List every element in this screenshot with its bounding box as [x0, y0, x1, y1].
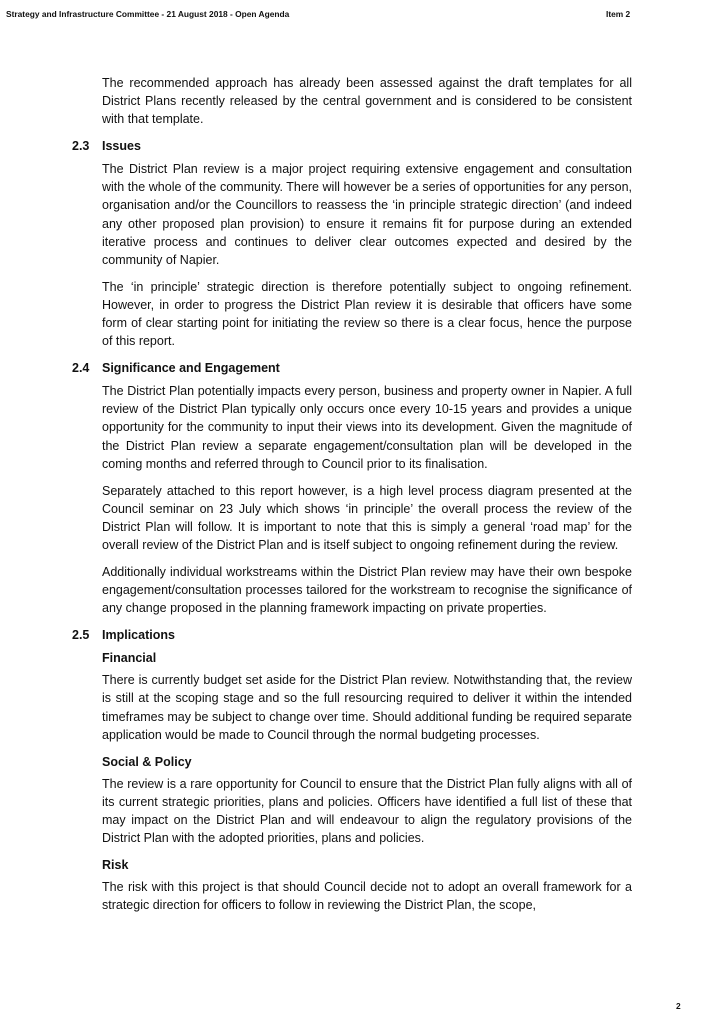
document-body	[72, 74, 632, 923]
financial-paragraph: There is currently budget set aside for the District Plan review. Notwithstanding that, the review is still at the scoping stage and so the full resourcing required to deliver it within the intended timeframes may be subject to change over time. Should additional funding be required separate application would be made to Council through the normal budgeting processes.	[102, 673, 632, 742]
section-number: 2.4	[72, 361, 90, 376]
intro-paragraph: The recommended approach has already been assessed against the draft templates for all District Plans recently released by the central government and is considered to be consistent with that template.	[102, 76, 632, 127]
section-heading-engagement	[72, 359, 632, 377]
header-item-label: Item 2	[606, 9, 631, 19]
section-title: Significance and Engagement	[102, 361, 280, 376]
header-meeting-title: Strategy and Infrastructure Committee - 21 August 2018 - Open Agenda	[6, 9, 290, 19]
risk-paragraph: The risk with this project is that should Council decide not to adopt an overall framework for a strategic direction for officers to follow in reviewing the District Plan, the scope,	[102, 880, 632, 913]
page-number: 2	[676, 1001, 681, 1011]
page-header	[0, 0, 703, 24]
section-title: Implications	[102, 628, 175, 643]
engagement-paragraph-1: The District Plan potentially impacts every person, business and property owner in Napier. A full review of the District Plan typically only occurs once every 10-15 years and provides a unique opportunity for the community to input their views into its development. Given the magnitude of the District Plan review a separate engagement/consultation plan will be developed in the coming months and referred through to Council prior to its finalisation.	[102, 384, 632, 471]
subheading-risk: Risk	[102, 858, 129, 873]
section-heading-implications	[72, 626, 632, 644]
section-title: Issues	[102, 139, 141, 154]
engagement-paragraph-3: Additionally individual workstreams within the District Plan review may have their own bespoke engagement/consultation processes tailored for the workstream to recognise the significance of any change proposed in the planning framework impacting on private properties.	[102, 565, 632, 616]
section-heading-issues	[72, 137, 632, 155]
engagement-paragraph-2: Separately attached to this report however, is a high level process diagram presented at the Council seminar on 23 July which shows ‘in principle’ the overall process the review of the District Plan will follow. It is important to note that this is simply a general ‘road map’ for the overall review of the District Plan and is itself subject to ongoing refinement during the review.	[102, 483, 632, 552]
section-number: 2.5	[72, 628, 90, 643]
issues-paragraph-2: The ‘in principle’ strategic direction is therefore potentially subject to ongoing refinement. However, in order to progress the District Plan review it is desirable that officers have some form of clear starting point for initiating the review so there is a clear focus, hence the purpose of this report.	[102, 279, 632, 349]
social-policy-paragraph: The review is a rare opportunity for Council to ensure that the District Plan fully aligns with all of its current strategic priorities, plans and policies. Officers have identified a full list of these that may impact on the District Plan and will endeavour to align the regulatory provisions of the District Plan with the adopted priorities, plans and policies.	[102, 776, 632, 845]
subheading-social-policy: Social & Policy	[102, 754, 192, 769]
issues-paragraph-1: The District Plan review is a major project requiring extensive engagement and consultation with the whole of the community. There will however be a series of opportunities for any person, organisation and/or the Councillors to reassess the ‘in principle strategic direction’ (and indeed any other proposed plan provision) to ensure it remains fit for purpose during an extended iterative process and continues to deliver clear outcomes expected and desired by the community of Napier.	[102, 162, 632, 267]
section-number: 2.3	[72, 139, 90, 154]
subheading-financial: Financial	[102, 651, 157, 666]
